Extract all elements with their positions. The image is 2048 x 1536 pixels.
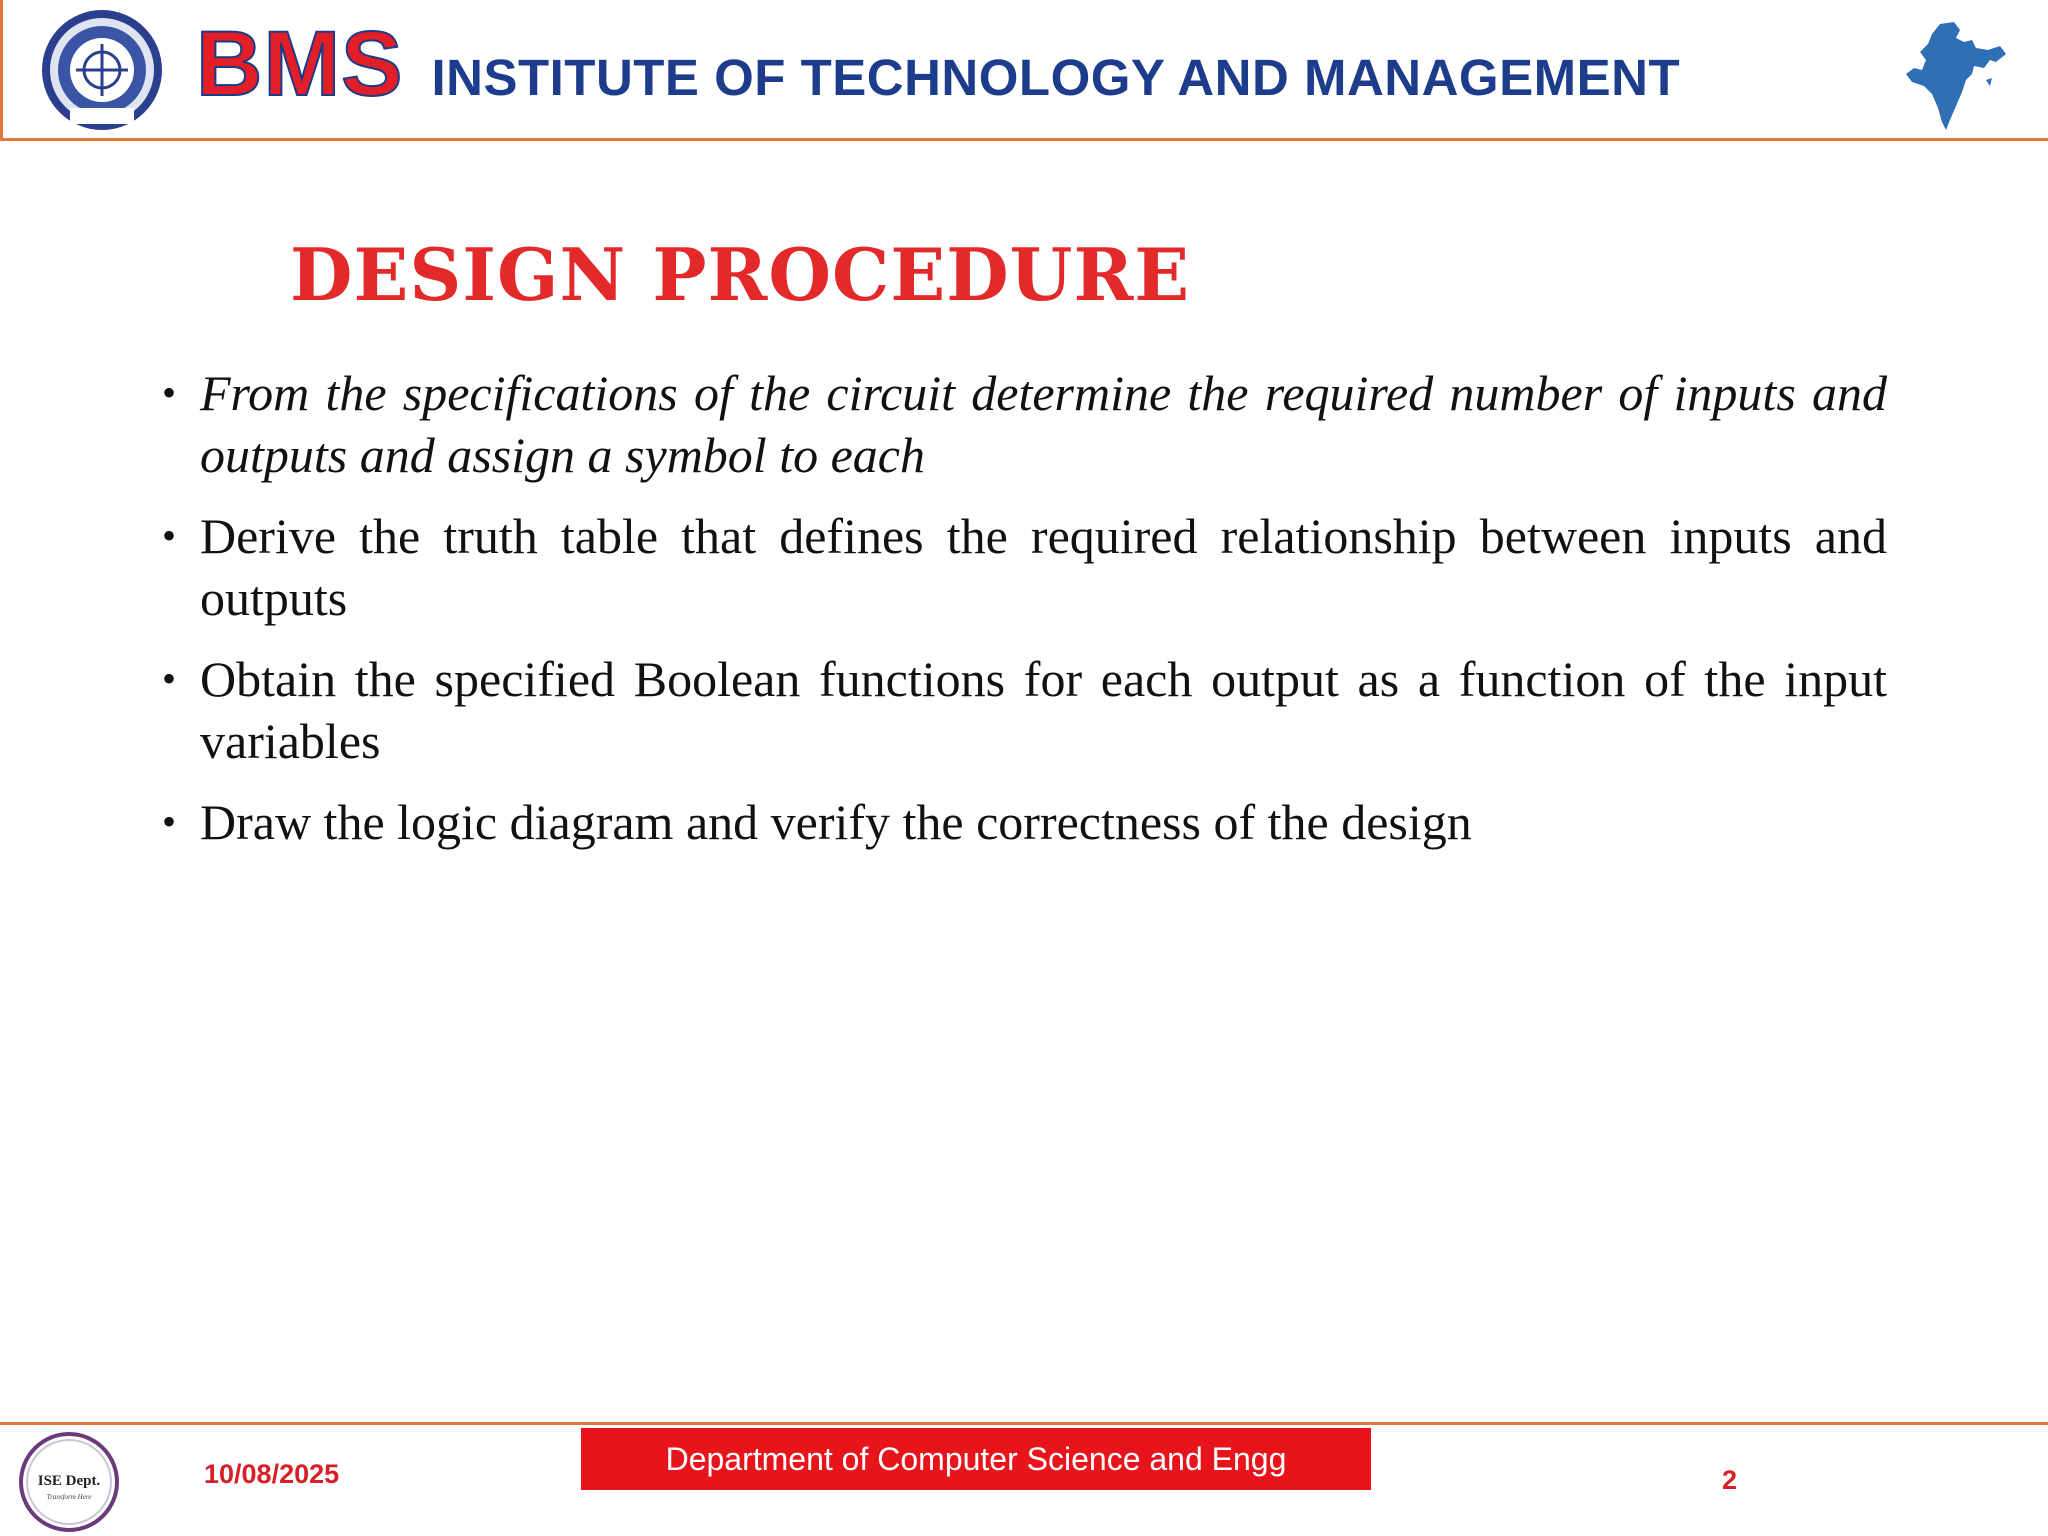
bullet-text: Draw the logic diagram and verify the correctness of the design <box>200 794 1472 850</box>
bullet-list <box>162 362 1887 872</box>
svg-text:Transform Here: Transform Here <box>46 1493 92 1501</box>
bullet-text: Derive the truth table that defines the required relationship between inputs and outputs <box>200 508 1887 626</box>
bullet-marker: • <box>162 799 177 844</box>
bullet-text: Obtain the specified Boolean functions for each output as a function of the input variables <box>200 651 1887 769</box>
institution-seal-icon <box>40 8 164 132</box>
footer-date: 10/08/2025 <box>204 1459 340 1489</box>
bullet-marker: • <box>162 656 177 701</box>
brand-abbreviation: BMS <box>196 13 404 115</box>
india-map-icon <box>1902 20 2008 134</box>
institution-name: INSTITUTE OF TECHNOLOGY AND MANAGEMENT <box>431 49 1681 106</box>
header-divider <box>0 138 2048 141</box>
svg-text:ISE Dept.: ISE Dept. <box>37 1473 101 1489</box>
header-frame-left <box>0 0 3 140</box>
slide-page-number: 2 <box>1722 1465 1738 1495</box>
bullet-item <box>162 505 1887 629</box>
bullet-item <box>162 648 1887 772</box>
slide-title: DESIGN PROCEDURE <box>290 232 1191 317</box>
bullet-text: From the specifications of the circuit determine the required number of inputs and outputs and assign a symbol to each <box>200 365 1887 483</box>
bullet-marker: • <box>162 370 177 415</box>
institution-brand <box>196 14 1680 114</box>
bullet-marker: • <box>162 513 177 558</box>
slide-header <box>0 0 2048 140</box>
bullet-item <box>162 791 1887 853</box>
bullet-item <box>162 362 1887 486</box>
footer-department-banner: Department of Computer Science and Engg <box>581 1428 1371 1490</box>
footer-divider <box>0 1422 2048 1425</box>
ise-dept-logo-icon <box>18 1431 120 1533</box>
